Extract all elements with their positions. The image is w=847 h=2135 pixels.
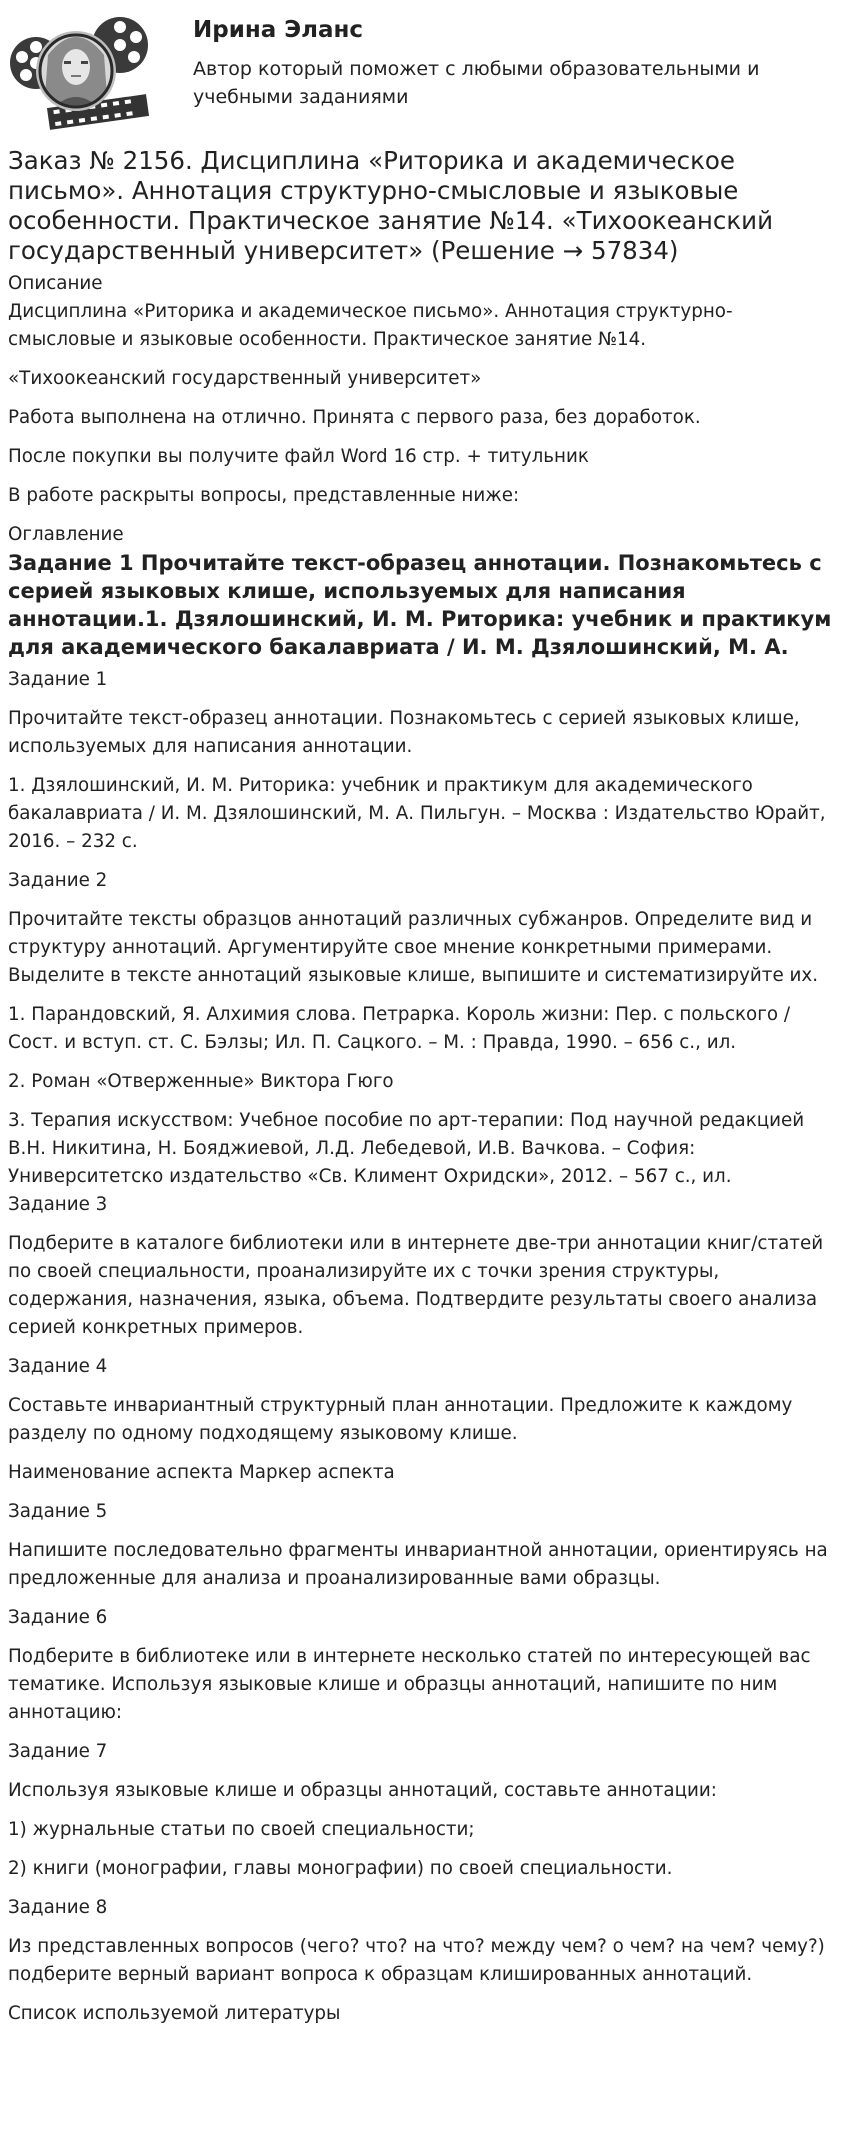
task-heading: Задание 1 (8, 669, 108, 690)
film-reel-avatar-image (8, 5, 158, 130)
task-heading: Задание 6 (8, 1607, 108, 1628)
contents-label: Оглавление (8, 524, 124, 545)
bibliography-label: Список используемой литературы (8, 2003, 341, 2024)
task-paragraph: Используя языковые клише и образцы аннотаций, составьте аннотации: (8, 1780, 717, 1801)
task-paragraph: 1. Парандовский, Я. Алхимия слова. Петрарка. Король жизни: Пер. с польского / Сост. и вступ. ст. С. Бэлзы; Ил. П. Сацкого. – М. : Правда, 1990. – 656 с., ил. (8, 1004, 790, 1053)
task-paragraph: 1) журнальные статьи по своей специальности; (8, 1819, 475, 1840)
avatar[interactable] (8, 5, 158, 130)
task-paragraph: Подберите в каталоге библиотеки или в интернете две-три аннотации книг/статей по своей специальности, проанализируйте их с точки зрения структуры, содержания, назначения, языка, объема. Подтвердите результаты своего анализа серией конкретных примеров. (8, 1233, 824, 1338)
task-paragraph: Наименование аспекта Маркер аспекта (8, 1462, 395, 1483)
task-paragraph: Прочитайте текст-образец аннотации. Познакомьтесь с серией языковых клише, используемых для написания аннотации. (8, 708, 800, 757)
contents-heading: Задание 1 Прочитайте текст-образец аннотации. Познакомьтесь с серией языковых клише, используемых для написания аннотации.1. Дзялошинский, И. М. Риторика: учебник и практикум для академического бакалавриата / И. М. Дзялошинский, М. А. (8, 551, 832, 659)
page-title: Заказ № 2156. Дисциплина «Риторика и академическое письмо». Аннотация структурно-смысловые и языковые особенности. Практическое занятие №14. «Тихоокеанский государственный университет» (Решение → 57834) (8, 146, 774, 265)
order-content (8, 146, 840, 2028)
description-file: После покупки вы получите файл Word 16 стр. + титульник (8, 446, 589, 467)
task-paragraph: 2) книги (монографии, главы монографии) по своей специальности. (8, 1858, 673, 1879)
task-paragraph: Составьте инвариантный структурный план аннотации. Предложите к каждому разделу по одному подходящему языковому клише. (8, 1395, 793, 1444)
task-heading: Задание 7 (8, 1741, 108, 1762)
task-paragraph: Напишите последовательно фрагменты инвариантной аннотации, ориентируясь на предложенные для анализа и проанализированные вами образцы. (8, 1540, 828, 1589)
task-heading: Задание 4 (8, 1356, 108, 1377)
task-paragraph: Подберите в библиотеке или в интернете несколько статей по интересующей вас тематике. Используя языковые клише и образцы аннотаций, напишите по ним аннотацию: (8, 1646, 811, 1723)
description-university: «Тихоокеанский государственный университет» (8, 368, 482, 389)
task-heading: Задание 3 (8, 1194, 108, 1215)
description-label: Описание (8, 273, 103, 294)
description-quality: Работа выполнена на отлично. Принята с первого раза, без доработок. (8, 407, 701, 428)
author-card (8, 5, 838, 130)
task-paragraph: 1. Дзялошинский, И. М. Риторика: учебник и практикум для академического бакалавриата / И. М. Дзялошинский, М. А. Пильгун. – Москва : Издательство Юрайт, 2016. – 232 с. (8, 775, 826, 852)
task-paragraph: Прочитайте тексты образцов аннотаций различных субжанров. Определите вид и структуру аннотаций. Аргументируйте свое мнение конкретными примерами. Выделите в тексте аннотаций языковые клише, выпишите и систематизируйте их. (8, 909, 819, 986)
description-intro: В работе раскрыты вопросы, представленные ниже: (8, 485, 520, 506)
task-paragraph: 3. Терапия искусством: Учебное пособие по арт-терапии: Под научной редакцией В.Н. Никитина, Н. Бояджиевой, Л.Д. Лебедевой, И.В. Вачкова. – София: Университетско издательство «Св. Климент Охридски», 2012. – 567 с., ил. (8, 1110, 805, 1187)
author-description: Автор который поможет с любыми образовательными и учебными заданиями (193, 58, 760, 108)
task-heading: Задание 8 (8, 1897, 108, 1918)
tasks-list (8, 666, 840, 1989)
task-paragraph: Из представленных вопросов (чего? что? на что? между чем? о чем? на чем? чему?) подберите верный вариант вопроса к образцам клишированных аннотаций. (8, 1936, 825, 1985)
task-heading: Задание 5 (8, 1501, 108, 1522)
author-name[interactable]: Ирина Эланс (193, 17, 364, 43)
task-paragraph: 2. Роман «Отверженные» Виктора Гюго (8, 1071, 394, 1092)
description-discipline: Дисциплина «Риторика и академическое письмо». Аннотация структурно-смысловые и языковые особенности. Практическое занятие №14. (8, 301, 733, 350)
task-heading: Задание 2 (8, 870, 108, 891)
